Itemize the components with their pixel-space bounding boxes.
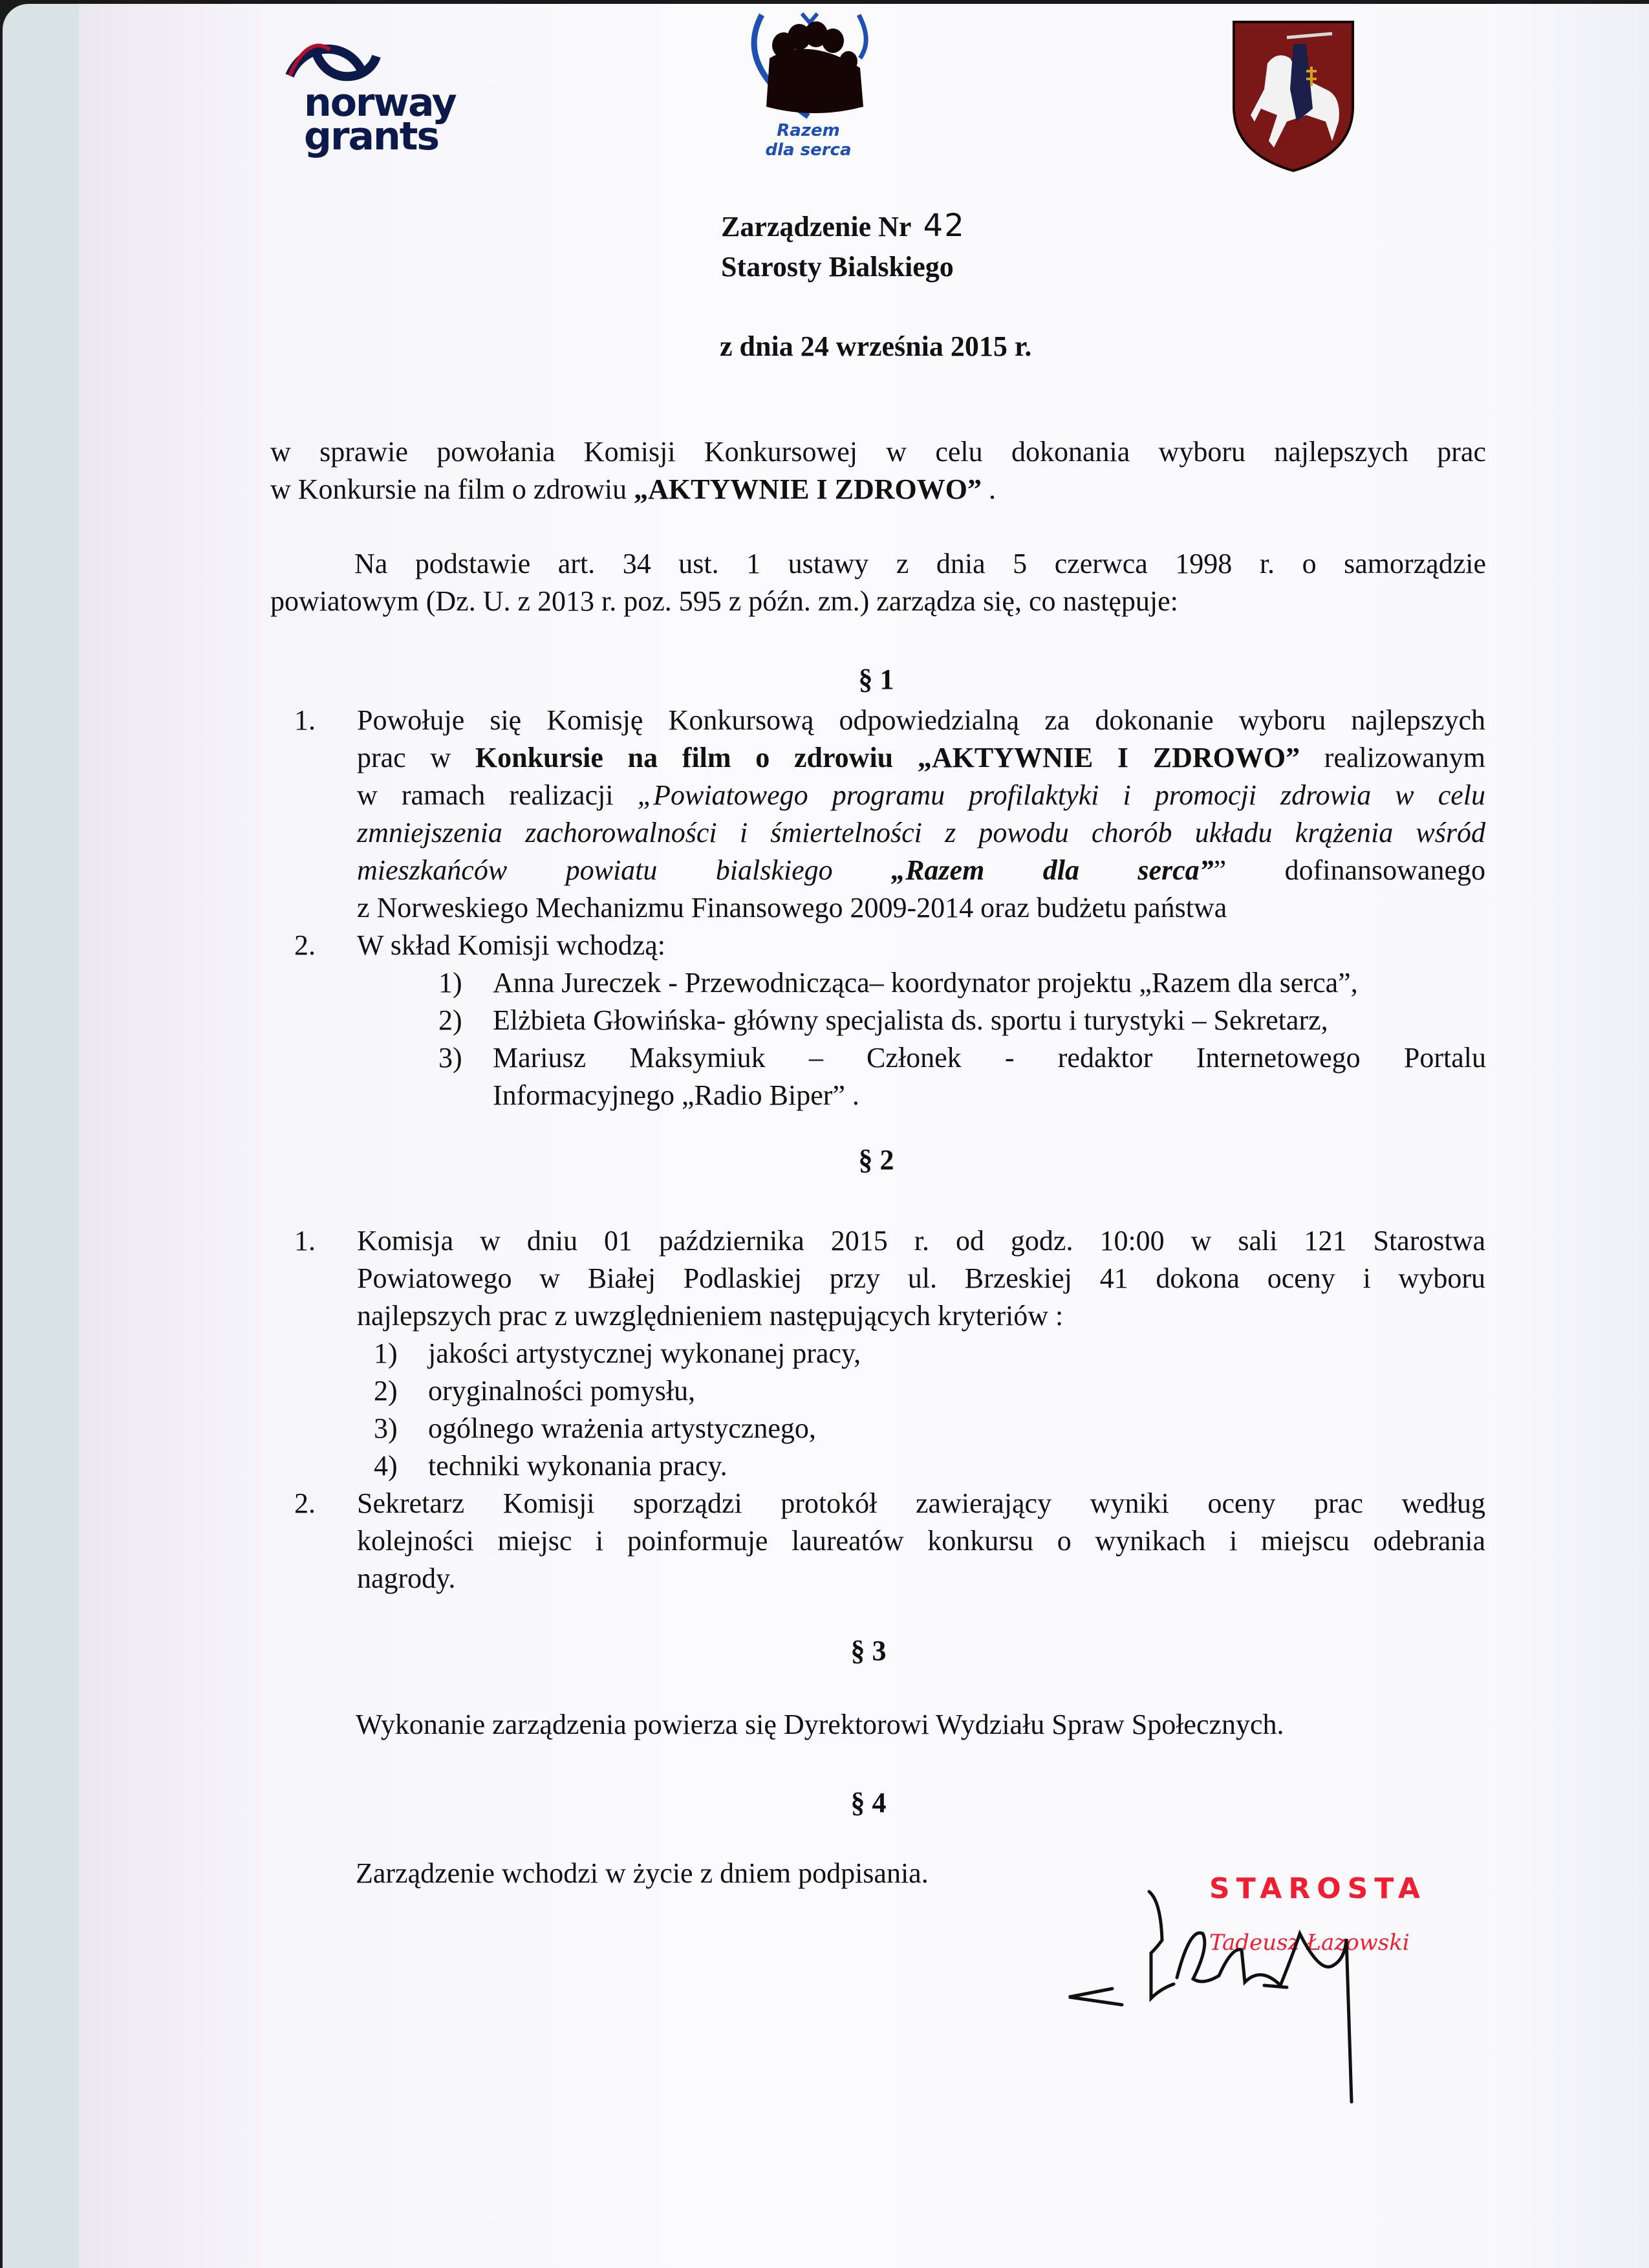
contest-name: „AKTYWNIE I ZDROWO” xyxy=(634,473,982,505)
text-span: prac w xyxy=(357,742,475,773)
criterion-1: jakości artystycznej wykonanej pracy, xyxy=(428,1337,861,1369)
legal-basis-paragraph xyxy=(270,545,1486,620)
text-line: z Norweskiego Mechanizmu Finansowego 2009-2014 oraz budżetu państwa xyxy=(357,892,1227,923)
item-number: 1. xyxy=(294,1225,316,1257)
text-line xyxy=(357,852,1485,889)
program-name-italic: zmniejszenia zachorowalności i śmiertelności z powodu chorób układu krążenia wśród xyxy=(357,817,1485,848)
section-4-heading: § 4 xyxy=(850,1787,887,1819)
item-number: 2. xyxy=(294,929,316,961)
criterion-2: oryginalności pomysłu, xyxy=(428,1375,696,1407)
section-4-text: Zarządzenie wchodzi w życie z dniem podpisania. xyxy=(356,1857,929,1889)
section-2-item-1 xyxy=(357,1222,1485,1335)
text-span: w ramach realizacji xyxy=(357,779,638,811)
member-2: Elżbieta Głowińska- główny specjalista ds. sportu i turystyki – Sekretarz, xyxy=(493,1004,1328,1036)
legal-basis-line-1: Na podstawie art. 34 ust. 1 ustawy z dnia 5 czerwca 1998 r. o samorządzie xyxy=(354,548,1486,579)
closing-quote: ” xyxy=(1213,854,1227,886)
text-line: Komisja w dniu 01 października 2015 r. od godz. 10:00 w sali 121 Starostwa xyxy=(357,1225,1485,1257)
criterion-number: 1) xyxy=(374,1337,398,1369)
contest-name-bold: Konkursie na film o zdrowiu „AKTYWNIE I ZDROWO” xyxy=(475,742,1300,773)
text-line xyxy=(357,777,1485,814)
legal-basis-line-2: powiatowym (Dz. U. z 2013 r. poz. 595 z późn. zm.) zarządza się, co następuje: xyxy=(270,585,1178,617)
text-line: Powiatowego w Białej Podlaskiej przy ul. Brzeskiej 41 dokona oceny i wyboru xyxy=(357,1262,1485,1294)
coat-of-arms-logo xyxy=(1229,18,1358,173)
stamp-title: STAROSTA xyxy=(1209,1872,1427,1905)
project-name: „Razem dla serca” xyxy=(891,854,1214,886)
subject-line-2 xyxy=(270,471,1486,508)
section-1-item-2: W skład Komisji wchodzą: xyxy=(357,929,665,961)
section-2-heading: § 2 xyxy=(858,1144,894,1176)
text-line: Powołuje się Komisję Konkursową odpowiedzialną za dokonanie wyboru najlepszych xyxy=(357,704,1485,736)
text-span: dofinansowanego xyxy=(1226,854,1485,886)
section-1 xyxy=(0,702,1649,1111)
issuer: Starosty Bialskiego xyxy=(721,251,954,283)
norway-logo-line1: norway xyxy=(304,80,456,125)
subject-end: . xyxy=(981,473,996,505)
title-text: Zarządzenie Nr xyxy=(721,211,911,243)
criterion-4: techniki wykonania pracy. xyxy=(428,1450,727,1482)
razem-logo-line1: Razem xyxy=(777,121,840,140)
criterion-number: 2) xyxy=(374,1375,398,1407)
section-3-heading: § 3 xyxy=(850,1635,887,1667)
section-1-heading: § 1 xyxy=(858,664,894,695)
section-1-item-1 xyxy=(357,702,1485,927)
item-number: 2. xyxy=(294,1487,316,1519)
item-number: 1. xyxy=(294,704,316,736)
norway-logo-line2: grants xyxy=(304,114,439,159)
criterion-number: 3) xyxy=(374,1412,398,1444)
member-3 xyxy=(493,1039,1486,1114)
text-line: Sekretarz Komisji sporządzi protokół zawierający wyniki oceny prac według xyxy=(357,1487,1485,1519)
razem-dla-serca-logo xyxy=(737,10,879,168)
stamp-name: Tadeusz Łazowski xyxy=(1209,1930,1410,1956)
text-line: Mariusz Maksymiuk – Członek - redaktor Internetowego Portalu xyxy=(493,1042,1486,1074)
text-line: kolejności miejsc i poinformuje laureatów konkursu o wynikach i miejscu odebrania xyxy=(357,1525,1485,1557)
handwritten-signature xyxy=(1048,1863,1487,2108)
criterion-number: 4) xyxy=(374,1450,398,1482)
document-title-block xyxy=(721,206,965,287)
document-title xyxy=(721,206,965,247)
razem-logo-line2: dla serca xyxy=(765,140,852,160)
knight-on-horse-icon xyxy=(1229,18,1358,173)
text-span: realizowanym xyxy=(1300,742,1486,773)
section-3-text: Wykonanie zarządzenia powierza się Dyrektorowi Wydziału Spraw Społecznych. xyxy=(356,1709,1284,1740)
text-line: najlepszych prac z uwzględnieniem następujących kryteriów : xyxy=(357,1300,1064,1332)
criterion-3: ogólnego wrażenia artystycznego, xyxy=(428,1412,816,1444)
member-number: 1) xyxy=(438,967,462,999)
heart-people-icon xyxy=(737,10,879,123)
member-number: 3) xyxy=(438,1042,462,1074)
section-2-item-2 xyxy=(357,1485,1485,1597)
document-date: z dnia 24 września 2015 r. xyxy=(720,330,1032,362)
subject-text: w Konkursie na film o zdrowiu xyxy=(270,473,634,505)
member-number: 2) xyxy=(438,1004,462,1036)
text-line: nagrody. xyxy=(357,1562,456,1594)
member-1: Anna Jureczek - Przewodnicząca– koordynator projektu „Razem dla serca”, xyxy=(493,967,1358,999)
section-2 xyxy=(0,1222,1649,1610)
program-name-italic: „Powiatowego programu profilaktyki i promocji zdrowia w celu xyxy=(637,779,1485,811)
norway-grants-logo xyxy=(278,36,498,165)
program-name-italic: mieszkańców powiatu bialskiego xyxy=(357,854,892,886)
text-line: Informacyjnego „Radio Biper” . xyxy=(493,1079,859,1111)
handwritten-number: 42 xyxy=(923,208,965,244)
subject-paragraph xyxy=(270,433,1486,508)
text-line xyxy=(357,739,1485,777)
subject-line-1: w sprawie powołania Komisji Konkursowej w celu dokonania wyboru najlepszych prac xyxy=(270,436,1486,468)
